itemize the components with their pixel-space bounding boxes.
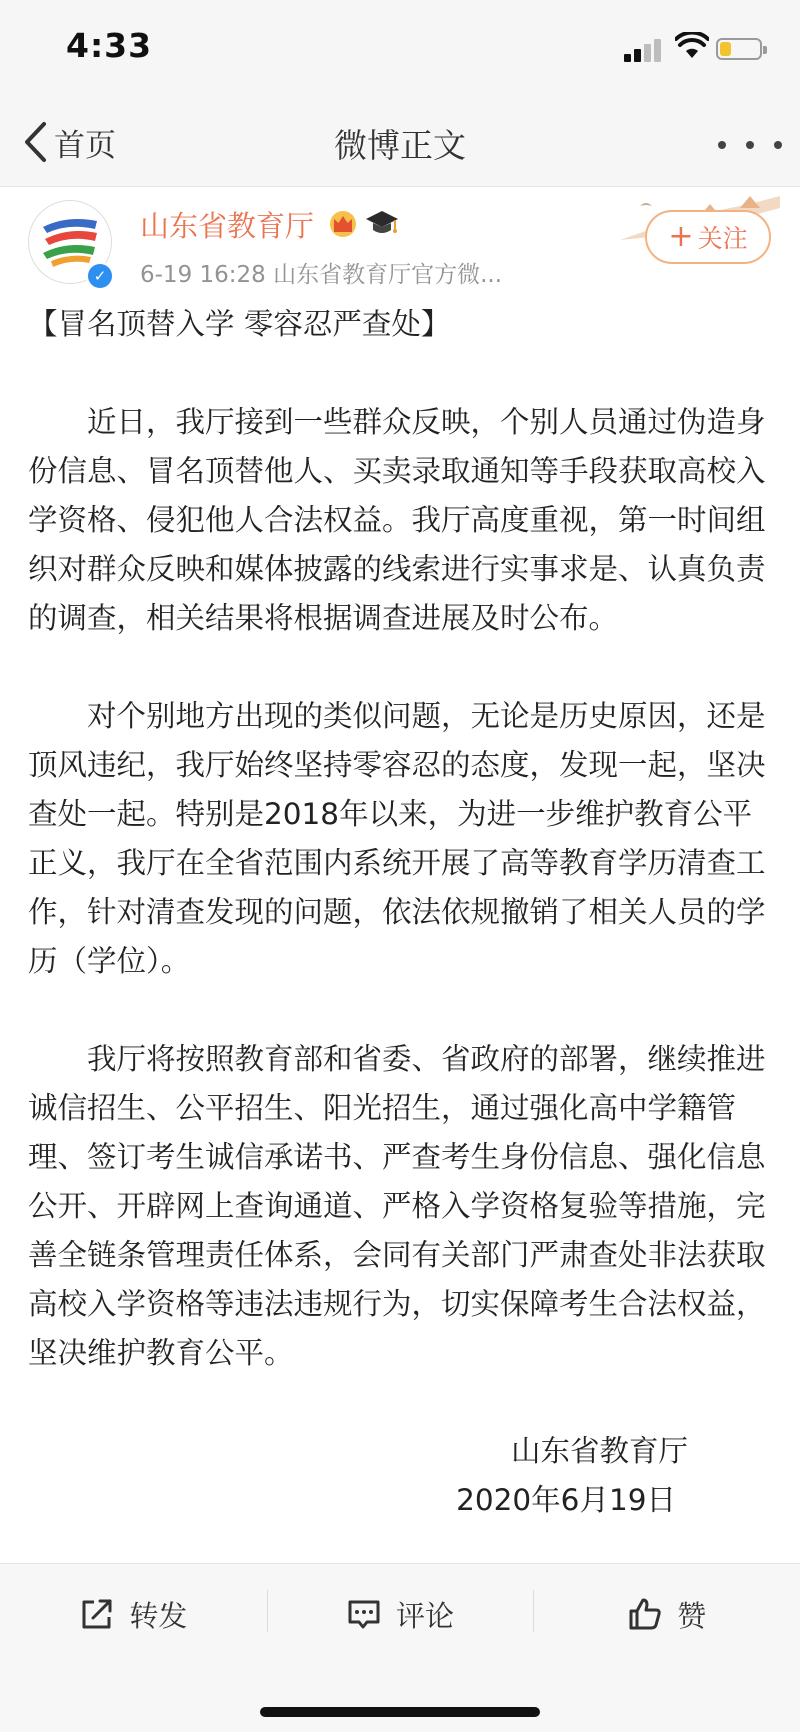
comment-label: 评论	[396, 1598, 455, 1633]
more-options-button[interactable]	[718, 138, 782, 152]
post-title: 【冒名顶替入学 零容忍严查处】	[28, 307, 451, 341]
like-label: 赞	[677, 1598, 707, 1633]
follow-button[interactable]	[645, 210, 771, 264]
like-button[interactable]	[533, 1564, 800, 1664]
status-bar	[0, 0, 800, 100]
back-label: 首页	[54, 127, 116, 164]
post-paragraph: 近日，我厅接到一些群众反映，个别人员通过伪造身份信息、冒名顶替他人、买卖录取通知等手段获取高校入学资格、侵犯他人合法权益。我厅高度重视，第一时间组织对群众反映和媒体披露的线索进行实事求是、认真负责的调查，相关结果将根据调查进展及时公布。	[28, 405, 766, 635]
status-time: 4:33	[66, 26, 153, 65]
vip-crown-icon[interactable]	[326, 208, 360, 238]
home-indicator	[0, 1663, 800, 1732]
comment-button[interactable]	[267, 1564, 534, 1664]
more-dots-icon	[718, 141, 726, 149]
cellular-signal-icon	[624, 38, 664, 62]
nav-bar	[0, 100, 800, 187]
signature-date: 2020年6月19日	[456, 1483, 676, 1517]
wifi-icon	[675, 32, 709, 60]
action-bar	[0, 1563, 800, 1664]
repost-icon	[79, 1596, 115, 1632]
post-paragraph: 我厅将按照教育部和省委、省政府的部署，继续推进诚信招生、公平招生、阳光招生，通过强化高中学籍管理、签订考生诚信承诺书、严查考生身份信息、强化信息公开、开辟网上查询通道、严格入学资格复验等措施，完善全链条管理责任体系，会同有关部门严肃查处非法获取高校入学资格等违法违规行为，切实保障考生合法权益，坚决维护教育公平。	[28, 1042, 766, 1370]
follow-label: 关注	[697, 224, 748, 253]
verified-badge-icon: ✓	[86, 262, 114, 290]
page-title: 微博正文	[334, 126, 466, 165]
thumbs-up-icon	[627, 1596, 663, 1632]
shandong-education-logo-icon	[37, 213, 103, 271]
signature-org: 山东省教育厅	[510, 1434, 688, 1468]
post-paragraph: 对个别地方出现的类似问题，无论是历史原因，还是顶风违纪，我厅始终坚持零容忍的态度，发现一起，坚决查处一起。特别是2018年以来，为进一步维护教育公平正义，我厅在全省范围内系统开展了高等教育学历清查工作，针对清查发现的问题，依法依规撤销了相关人员的学历（学位）。	[28, 699, 766, 978]
post-meta: 6-19 16:28 山东省教育厅官方微...	[140, 262, 503, 288]
comment-icon	[346, 1596, 382, 1632]
battery-icon	[716, 38, 762, 60]
repost-label: 转发	[129, 1598, 188, 1633]
account-name[interactable]: 山东省教育厅	[140, 209, 315, 243]
graduation-cap-icon[interactable]	[364, 208, 400, 238]
battery-level	[720, 42, 731, 56]
plus-icon: +	[668, 219, 694, 254]
repost-button[interactable]	[0, 1564, 267, 1664]
post-body	[28, 300, 776, 1525]
